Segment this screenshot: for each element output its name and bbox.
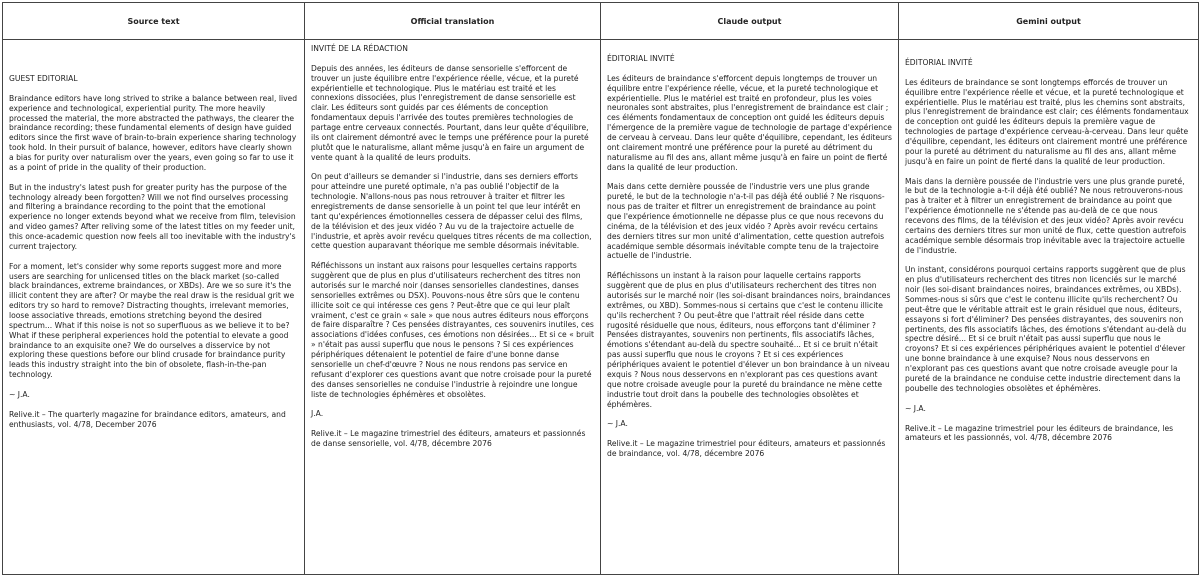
gemini-citation: Relive.it – Le magazine trimestriel pour les éditeurs de braindance, les amateurs et les passionnés, vol. 4/78, décembre 2076 <box>905 423 1176 443</box>
gemini-paragraph-2: Mais dans la dernière poussée de l'industrie vers une plus grande pureté, le but de la technologie a-t-il déjà été oublié? Ne nous retrouverons-nous pas à traiter et à filtrer un enregistrement de braindance au point que l'expérience émotionnelle ne s'étende pas au-delà de ce que nous recevons des films, de la télévision et des jeux vidéo? Après avoir revécu certains des derniers titres sur mon unité de flux, cette question autrefois académique semble désormais trop inévitable avec la trajectoire actuelle de l'industrie. <box>905 176 1189 255</box>
claude-heading: ÉDITORIAL INVITÉ <box>607 54 675 63</box>
content-row <box>3 40 1199 575</box>
source-paragraph-2: But in the industry's latest push for greater purity has the purpose of the technology already been forgotten? Will we not find ourselves processing and filtering a braindance recording to the point that the emotional experience no longer extends beyond what we receive from film, television and video games? After reliving some of the latest titles on my feeder unit, this once-academic question now feels all too inevitable with the industry's current trajectory. <box>9 182 299 251</box>
header-claude-output: Claude output <box>601 3 899 40</box>
claude-signature: ~ J.A. <box>607 419 628 429</box>
source-paragraph-3: For a moment, let's consider why some reports suggest more and more users are searching for unlicensed titles on the black market (so-called black braindances, extreme braindances, or XBDs). Are we so sure it's the illicit content they are after? Or maybe the real draw is the residual grit we editors try so hard to remove? Distracting thoughts, irrelevant memories, loose associative threads, emotions stretching beyond the desired spectrum... What if this noise is not so superfluous as we believe it to be? What if these peripheral experiences hold the potential to elevate a good braindance to an exquisite one? We do ourselves a disservice by not exploring these questions before our blind crusade for braindance purity leads this industry straight into the bin of obsolete, flash-in-the-pan technology. <box>9 261 297 380</box>
gemini-paragraph-1: Les éditeurs de braindance se sont longtemps efforcés de trouver un équilibre entre l'expérience réelle et vécue, et la pureté technologique et expérientielle. Plus le matériau est traité, plus les chemins sont abstraits, plus l'enregistrement de braindance est clair; ces éléments fondamentaux de conception ont guidé les éditeurs depuis la première vague de technologies de partage d'expérience cerveau-à-cerveau. Dans leur quête d'équilibre, cependant, les éditeurs ont clairement montré une préférence pour la pureté au détriment du naturalisme au fil des ans, allant même jusqu'à en faire un point de fierté dans la qualité de leur production. <box>905 77 1192 166</box>
claude-paragraph-2: Mais dans cette dernière poussée de l'industrie vers une plus grande pureté, le but de la technologie n'a-t-il pas déjà été oublié ? Ne risquons-nous pas de traiter et filtrer un enregistrement de braindance au point que l'expérience émotionnelle ne dépasse plus ce que nous recevons du cinéma, de la télévision et des jeux vidéo ? Après avoir revécu certains des derniers titres sur mon unité d'alimentation, cette question autrefois académique semble désormais inévitable compte tenu de la trajectoire actuelle de l'industrie. <box>607 182 887 261</box>
source-signature: ~ J.A. <box>9 390 30 400</box>
official-paragraph-2: On peut d'ailleurs se demander si l'industrie, dans ses derniers efforts pour atteindre une pureté optimale, n'a pas oublié l'objectif de la technologie. N'allons-nous pas nous retrouver à traiter et filtrer les enregistrements de danse sensorielle à un point tel que leur intérêt en tant qu'expériences émotionnelles cessera de dépasser celui des films, de la télévision et des jeux vidéo ? Au vu de la trajectoire actuelle de l'industrie, et après avoir revécu quelques titres récents de ma collection, cette question auparavant théorique me semble désormais inévitable. <box>311 172 595 251</box>
official-translation-cell <box>305 40 601 575</box>
official-paragraph-1: Depuis des années, les éditeurs de danse sensorielle s'efforcent de trouver un juste équilibre entre l'expérience réelle, vécue, et la pureté expérientielle et technologique. Plus le matériau est traité et les connexions dissociées, plus l'enregistrement de danse sensorielle est clair. Les éditeurs sont guidés par ces éléments de conception fondamentaux depuis l'arrivée des toutes premières technologies de partage entre cerveaux connectés. Pourtant, dans leur quête d'équilibre, ils ont clairement démontré avec le temps une préférence pour la pureté plutôt que le naturalisme, allant même jusqu'à en faire un argument de vente quant à la qualité de leurs produits. <box>311 63 592 162</box>
source-paragraph-1: Braindance editors have long strived to strike a balance between real, lived experience and technological, experiential purity. The more heavily processed the material, the more abstracted the pathways, the clearer the braindance recording; these fundamental elements of design have guided editors since the first wave of brain-to-brain experience sharing technology took hold. In their pursuit of balance, however, editors have clearly shown a bias for purity over naturalism over the years, even going so far to use it as a point of pride in the quality of their production. <box>9 93 300 172</box>
gemini-heading: ÉDITORIAL INVITÉ <box>905 58 973 67</box>
header-gemini-output: Gemini output <box>899 3 1199 40</box>
claude-citation: Relive.it – Le magazine trimestriel pour éditeurs, amateurs et passionnés de braindance, vol. 4/78, décembre 2076 <box>607 439 888 459</box>
claude-paragraph-1: Les éditeurs de braindance s'efforcent depuis longtemps de trouver un équilibre entre l'expérience réelle, vécue, et la pureté technologique et expérientielle. Plus le matériel est traité en profondeur, plus les voies neuronales sont abstraites, plus l'enregistrement de braindance est clair ; ces éléments fondamentaux de conception ont guidé les éditeurs depuis l'émergence de la première vague de technologie de partage d'expérience de cerveau à cerveau. Dans leur quête d'équilibre, cependant, les éditeurs ont clairement montré une préférence pour la pureté au détriment du naturalisme au fil des ans, allant même jusqu'à en faire un point de fierté dans la qualité de leur production. <box>607 73 895 172</box>
gemini-signature: ~ J.A. <box>905 403 926 413</box>
official-paragraph-3: Réfléchissons un instant aux raisons pour lesquelles certains rapports suggèrent que de plus en plus d'utilisateurs recherchent des titres non autorisés sur le marché noir (danses sensorielles clandestines, danses sensorielles extrêmes ou DSX). Pouvons-nous être sûrs que le contenu illicite soit ce qui intéresse ces gens ? Peut-être que ce qui leur plaît vraiment, c'est ce grain « sale » que nous autres éditeurs nous efforçons de faire disparaître ? Ces pensées distrayantes, ces souvenirs inutiles, ces associations d'idées confuses, ces émotions non désirées... Et si ce « bruit » n'était pas aussi superflu que nous le pensons ? Si ces expériences périphériques détenaient le potentiel de faire d'une bonne danse sensorielle un chef-d'œuvre ? Nous ne nous rendons pas service en refusant d'explorer ces questions avant que notre croisade pour la pureté des danses sensorielles ne conduise l'industrie à rejoindre une longue liste de technologies éphémères et obsolètes. <box>311 261 597 399</box>
source-heading: GUEST EDITORIAL <box>9 74 78 83</box>
claude-paragraph-3: Réfléchissons un instant à la raison pour laquelle certains rapports suggèrent que de plus en plus d'utilisateurs recherchent des titres non autorisés sur le marché noir (les soi-disant braindances noirs, braindances extrêmes, ou XBD). Sommes-nous si certains que c'est le contenu illicite qu'ils recherchent ? Ou peut-être que l'attrait réel réside dans cette rugosité résiduelle que nous, éditeurs, nous efforçons tant d'éliminer ? Pensées distrayantes, souvenirs non pertinents, fils associatifs lâches, émotions s'étendant au-delà du spectre souhaité... Et si ce bruit n'était pas aussi superflu que nous le croyons ? Et si ces expériences périphériques avaient le potentiel d'élever un bon braindance à un niveau exquis ? Nous nous desservons en n'explorant pas ces questions avant que notre croisade aveugle pour la pureté du braindance ne mène cette industrie tout droit dans la poubelle des technologies obsolètes et éphémères. <box>607 271 893 409</box>
claude-output-cell <box>601 40 899 575</box>
source-text-cell <box>3 40 305 575</box>
header-official-translation: Official translation <box>305 3 601 40</box>
header-row <box>3 3 1199 40</box>
gemini-output-cell <box>899 40 1199 575</box>
official-citation: Relive.it – Le magazine trimestriel des éditeurs, amateurs et passionnés de danse sensorielle, vol. 4/78, décembre 2076 <box>311 429 588 449</box>
header-source-text: Source text <box>3 3 305 40</box>
official-heading: INVITÉ DE LA RÉDACTION <box>311 44 408 53</box>
official-signature: J.A. <box>311 409 324 419</box>
source-citation: Relive.it – The quarterly magazine for braindance editors, amateurs, and enthusiasts, vol. 4/78, December 2076 <box>9 409 289 429</box>
gemini-paragraph-3: Un instant, considérons pourquoi certains rapports suggèrent que de plus en plus d'utilisateurs recherchent des titres non licenciés sur le marché noir (les soi-disant braindances noires, braindances extrêmes, ou XBDs). Sommes-nous si sûrs que c'est le contenu illicite qu'ils recherchent? Ou peut-être que le véritable attrait est le grain résiduel que nous, éditeurs, essayons si fort d'éliminer? Des pensées distrayantes, des souvenirs non pertinents, des fils associatifs lâches, des émotions s'étendant au-delà du spectre désiré... Et si ce bruit n'était pas aussi superflu que nous le croyons? Et si ces expériences périphériques avaient le potentiel d'élever une bonne braindance à une exquise? Nous nous desservons en n'explorant pas ces questions avant que notre croisade aveugle pour la pureté de la braindance ne conduise cette industrie directement dans la poubelle des technologies obsolètes et éphémères. <box>905 265 1189 393</box>
comparison-table <box>2 2 1199 575</box>
